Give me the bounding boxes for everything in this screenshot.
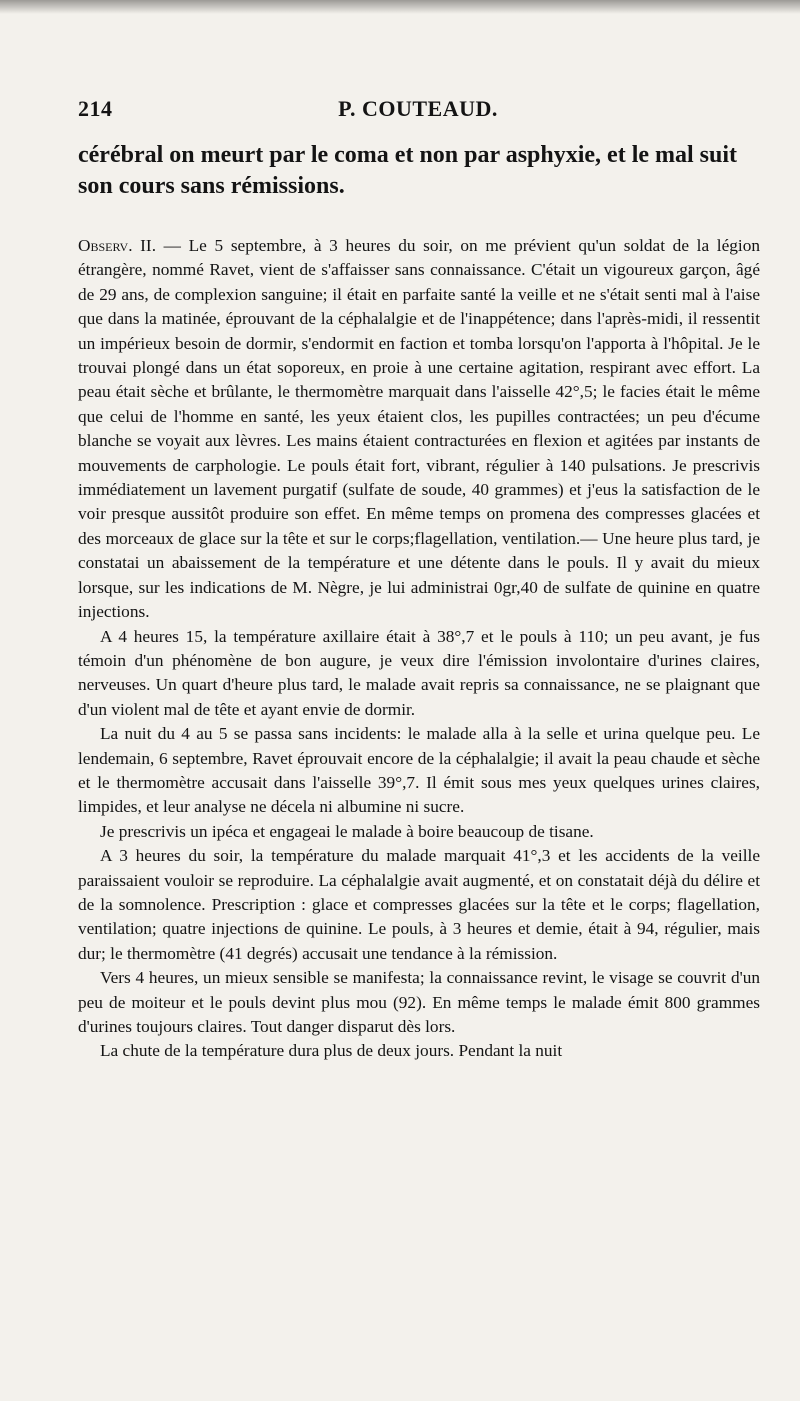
paragraph: Je prescrivis un ipéca et engageai le malade à boire beaucoup de tisane. [100,821,594,841]
running-title: P. COUTEAUD. [338,96,498,121]
body-text [78,140,760,1064]
lead-paragraph: cérébral on meurt par le coma et non par asphyxie, et le mal suit son cours sans rémissions. [78,142,738,199]
observation-paragraph [78,234,760,625]
page-number: 214 [78,96,113,121]
paragraph: La chute de la température dura plus de deux jours. Pendant la nuit [100,1041,563,1061]
scan-top-edge [0,0,800,14]
observation-label: Observ. II. [78,236,157,255]
paragraph: A 3 heures du soir, la température du malade marquait 41°,3 et les accidents de la veille paraissaient vouloir se reproduire. La céphalalgie avait augmenté, et on constatait déjà du délire et de la somnolence. Prescription : glace et compresses glacées sur la tête et le corps; flagellation, ventilation; quatre injections de quinine. Le pouls, à 3 heures et demie, était à 94, régulier, mais dur; le thermomètre (41 degrés) accusait une tendance à la rémission. [78,846,760,963]
running-header [78,96,758,126]
paragraph-text: — Le 5 septembre, à 3 heures du soir, on me prévient qu'un soldat de la légion étrangère, nommé Ravet, vient de s'affaisser sans connaissance. C'était un vigoureux garçon, âgé de 29 ans, de complexion sanguine; il était en parfaite santé la veille et ne s'était senti mal à l'aise que dans la matinée, éprouvant de la céphalalgie et de l'inappétence; dans l'après-midi, il ressentit un impérieux besoin de dormir, s'endormit en faction et tomba lorsqu'on l'apporta à l'hôpital. Je le trouvai plongé dans un état soporeux, en proie à une certaine agitation, respirant avec effort. La peau était sèche et brûlante, le thermomètre marquait dans l'aisselle 42°,5; le facies était le même que celui de l'homme en santé, les yeux étaient clos, les pupilles contractées; un peu d'écume blanche se voyait aux lèvres. Les mains étaient contracturées en flexion et agitées par instants de mouvements de carphologie. Le pouls était fort, vibrant, régulier à 140 pulsations. Je prescrivis immédiatement un lavement purgatif (sulfate de soude, 40 grammes) et j'eus la satisfaction de le voir presque aussitôt produire son effet. En même temps on promena des compresses glacées et des morceaux de glace sur la tête et sur le corps;flagellation, ventilation.— Une heure plus tard, je constatai un abaissement de la température et une détente dans le pouls. Il y avait du mieux lorsque, sur les indications de M. Nègre, je lui administrai 0gr,40 de sulfate de quinine en quatre injections. [78,236,760,622]
paragraph: La nuit du 4 au 5 se passa sans incidents: le malade alla à la selle et urina quelque peu. Le lendemain, 6 septembre, Ravet éprouvait encore de la céphalalgie; il avait la peau chaude et sèche et le thermomètre accusait dans l'aisselle 39°,7. Il émit sous mes yeux quelques urines claires, limpides, et leur analyse ne décela ni albumine ni sucre. [78,724,760,817]
paragraph: A 4 heures 15, la température axillaire était à 38°,7 et le pouls à 110; un peu avant, je fus témoin d'un phénomène de bon augure, je veux dire l'émission involontaire d'urines claires, nerveuses. Un quart d'heure plus tard, le malade avait repris sa connaissance, ne se plaignant que d'un violent mal de tête et ayant envie de dormir. [78,626,760,719]
paragraph: Vers 4 heures, un mieux sensible se manifesta; la connaissance revint, le visage se couvrit d'un peu de moiteur et le pouls devint plus mou (92). En même temps le malade émit 800 grammes d'urines toujours claires. Tout danger disparut dès lors. [78,968,760,1036]
